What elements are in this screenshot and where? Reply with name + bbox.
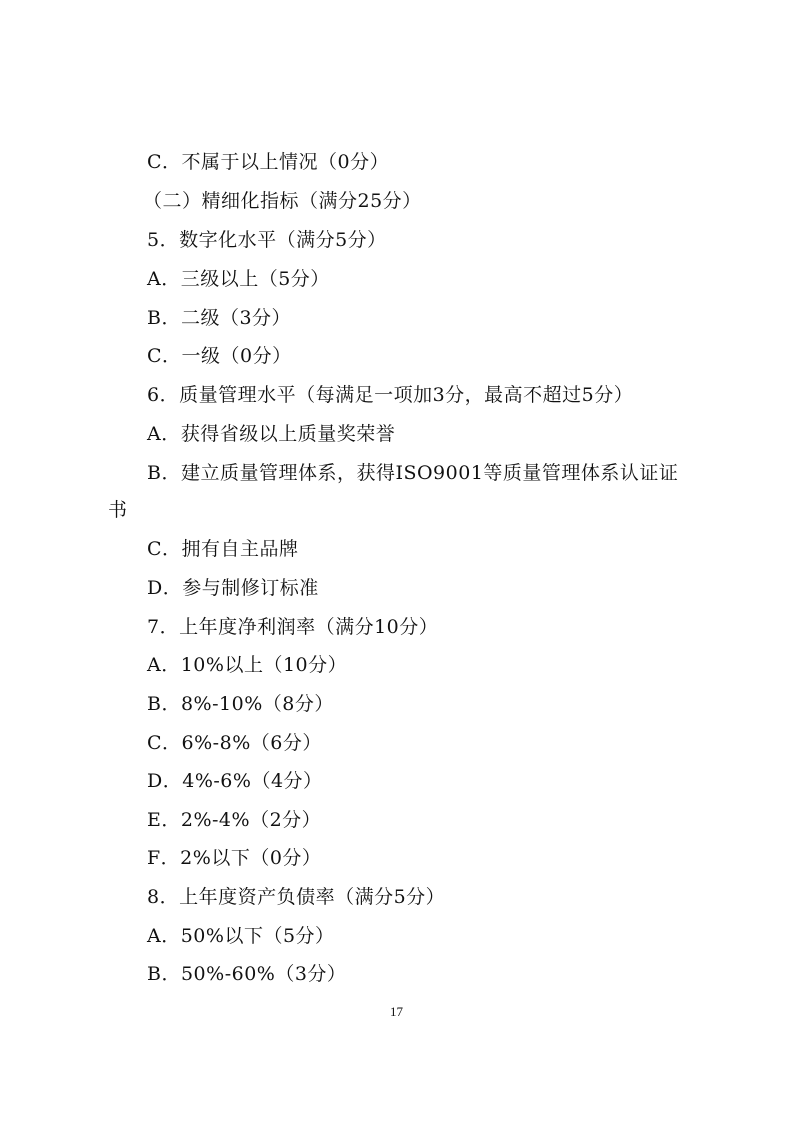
item-7-option-f: F．2%以下（0分） xyxy=(147,847,322,869)
item-7-option-b: B．8%-10%（8分） xyxy=(147,693,334,715)
item-8-debt-asset-ratio: 8．上年度资产负债率（满分5分） xyxy=(147,886,446,908)
item-5-option-b: B．二级（3分） xyxy=(147,307,292,329)
item-5-digitalization-level: 5．数字化水平（满分5分） xyxy=(147,229,387,251)
item-6-quality-management: 6．质量管理水平（每满足一项加3分，最高不超过5分） xyxy=(147,384,634,406)
item-6-option-a: A．获得省级以上质量奖荣誉 xyxy=(147,423,396,445)
page-number: 17 xyxy=(390,1004,403,1019)
item-8-option-b: B．50%-60%（3分） xyxy=(147,963,347,985)
item-7-option-e: E．2%-4%（2分） xyxy=(147,809,322,831)
item-6-option-b-continuation: 书 xyxy=(108,499,128,521)
item-7-option-a: A．10%以上（10分） xyxy=(147,654,348,676)
section-heading-refined-indicators: （二）精细化指标（满分25分） xyxy=(143,190,422,212)
item-7-option-c: C．6%-8%（6分） xyxy=(147,732,322,754)
item-6-option-d: D．参与制修订标准 xyxy=(147,577,319,599)
item-5-option-c: C．一级（0分） xyxy=(147,345,292,367)
item-7-net-profit-margin: 7．上年度净利润率（满分10分） xyxy=(147,616,439,638)
item-6-option-b: B．建立质量管理体系，获得ISO9001等质量管理体系认证证 xyxy=(147,462,679,484)
option-c-not-applicable: C．不属于以上情况（0分） xyxy=(147,151,390,173)
item-8-option-a: A．50%以下（5分） xyxy=(147,925,335,947)
item-7-option-d: D．4%-6%（4分） xyxy=(147,770,323,792)
item-5-option-a: A．三级以上（5分） xyxy=(147,268,330,290)
item-6-option-c: C．拥有自主品牌 xyxy=(147,538,299,560)
